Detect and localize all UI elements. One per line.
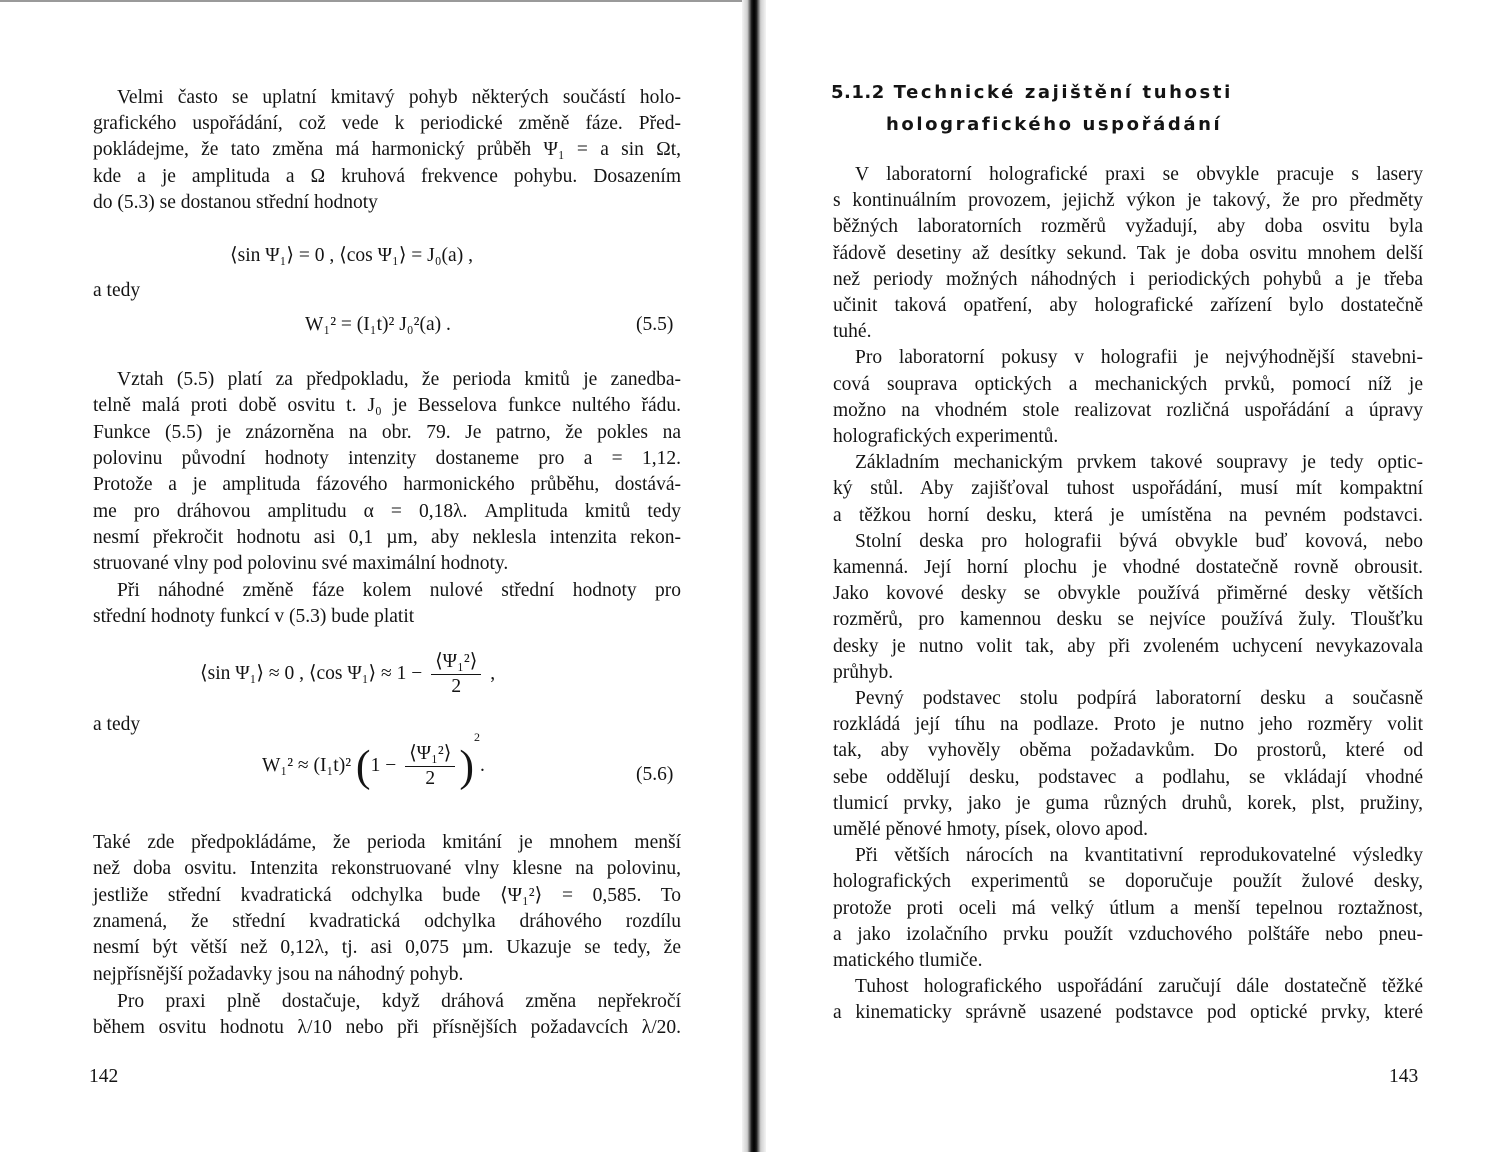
text-line: Pro praxi plně dostačuje, když dráhová změna nepřekročí xyxy=(117,991,681,1012)
text-line: rozměrů, pro kamennou desku se nejvíce používá žuly. Tloušťku xyxy=(833,609,1423,630)
text-line: tak, aby vyhověly oběma požadavkům. Do prostorů, které od xyxy=(833,740,1423,761)
text-line: pokládejme, že tato změna má harmonický průběh Ψ₁ = a sin Ωt, xyxy=(93,139,681,160)
text-line: do (5.3) se dostanou střední hodnoty xyxy=(93,192,378,213)
text-line: s kontinuálním provozem, jejichž výkon je takový, že pro předměty xyxy=(833,190,1423,211)
equation-5-5: W₁² = (I₁t)² J₀²(a) . xyxy=(305,314,451,335)
text-line: telně malá proti době osvitu t. J₀ je Besselova funkce nultého řádu. xyxy=(93,395,681,416)
paren-left: ( xyxy=(355,741,371,791)
text-line: sebe oddělují desku, podstavec a podlahu, se vkládají vhodné xyxy=(833,767,1423,788)
text-line: cová souprava optických a mechanických prvků, pomocí níž je xyxy=(833,374,1423,395)
text-line: běžných laboratorních rozměrů vyžadují, aby doba osvitu byla xyxy=(833,216,1423,237)
text-line: než periody možných náhodných i periodických pohybů a je třeba xyxy=(833,269,1423,290)
text-line: kde a je amplituda a Ω kruhová frekvence pohybu. Dosazením xyxy=(93,166,681,187)
text-line: a těžkou horní desku, která je umístěna na pevném podstavci. xyxy=(833,505,1423,526)
right-page xyxy=(766,0,1506,1152)
text-line: střední hodnoty funkcí v (5.3) bude platit xyxy=(93,606,415,627)
left-page xyxy=(0,0,742,1152)
text-line: Základním mechanickým prvkem takové soupravy je tedy optic- xyxy=(855,452,1423,473)
equation-number: (5.6) xyxy=(636,764,674,785)
text-line: a kinematicky správně usazené podstavce pod optické prvky, které xyxy=(833,1002,1423,1023)
text-line: Protože a je amplituda fázového harmonického průběhu, dostává- xyxy=(93,474,681,495)
text-line: nesmí překročit hodnotu asi 0,1 µm, aby neklesla intenzita rekon- xyxy=(93,527,681,548)
page-number: 142 xyxy=(89,1066,119,1087)
text-line: protože proti oceli má velký útlum a menší tepelnou roztažnost, xyxy=(833,898,1423,919)
text-line: Tuhost holografického uspořádání zaručují dále dostatečně těžké xyxy=(855,976,1423,997)
exponent: 2 xyxy=(473,730,480,745)
text-line: Pro laboratorní pokusy v holografii je nejvýhodnější stavebni- xyxy=(855,347,1423,368)
text-line: Jako kovové desky se obvykle používá přiměrné desky větších xyxy=(833,583,1423,604)
fraction xyxy=(405,742,455,791)
text-line: než doba osvitu. Intenzita rekonstruované vlny klesne na polovinu, xyxy=(93,858,681,879)
scan-edge xyxy=(0,0,742,2)
eq-part: , xyxy=(490,662,496,684)
eq-part: W₁² ≈ (I₁t)² xyxy=(262,754,352,776)
text-line: ký stůl. Aby zajišťoval tuhost uspořádání, musí mít kompaktní xyxy=(833,478,1423,499)
section-heading xyxy=(831,82,1233,103)
paren-right: ) xyxy=(459,741,474,791)
text-line: V laboratorní holografické praxi se obvykle pracuje s lasery xyxy=(855,164,1423,185)
text-line: tlumicí prvky, jako je guma různých druhů, korek, plst, pružiny, xyxy=(833,793,1423,814)
equation-5-6: W₁² ≈ (I₁t)² (1 − $\frac{\text{⟨Ψ₁²⟩}}{2}$ )$^2$. xyxy=(262,730,485,791)
text-line: průhyb. xyxy=(833,662,894,683)
text-line: matického tlumiče. xyxy=(833,950,983,971)
text-line: Stolní deska pro holografii bývá obvykle buď kovová, nebo xyxy=(855,531,1423,552)
text-line: Vztah (5.5) platí za předpokladu, že perioda kmitů je zanedba- xyxy=(117,369,681,390)
text-line: desky je nutno volit tak, aby při zvoleném uchycení nevykazovala xyxy=(833,636,1423,657)
book-gutter xyxy=(742,0,766,1152)
text-line: umělé pěnové hmoty, písek, olovo apod. xyxy=(833,819,1149,840)
equation-random-phase xyxy=(200,650,495,699)
text-line: holografických experimentů. xyxy=(833,426,1059,447)
text-line: Pevný podstavec stolu podpírá laboratorní desku a současně xyxy=(855,688,1423,709)
fraction-denominator: 2 xyxy=(451,676,462,697)
text-line: jestliže střední kvadratická odchylka bude ⟨Ψ₁²⟩ = 0,585. To xyxy=(93,885,681,906)
text-line: nesmí být větší než 0,12λ, tj. asi 0,075 µm. Ukazuje se tedy, že xyxy=(93,937,681,958)
text-line: holografických experimentů se doporučuje použít žulové desky, xyxy=(833,871,1423,892)
heading-line-1: Technické zajištění tuhosti xyxy=(893,82,1233,103)
text-line: možno na vhodném stole realizovat rozličná uspořádání a úpravy xyxy=(833,400,1423,421)
a-tedy-label: a tedy xyxy=(93,714,141,735)
eq-part: 1 − xyxy=(370,754,397,776)
text-line: během osvitu hodnotu λ/10 nebo při přísnějších požadavcích λ/20. xyxy=(93,1017,681,1038)
text-line: Při větších nárocích na kvantitativní reprodukovatelné výsledky xyxy=(855,845,1423,866)
a-tedy-label: a tedy xyxy=(93,280,141,301)
fraction xyxy=(431,650,481,699)
text-line: Velmi často se uplatní kmitavý pohyb některých součástí holo- xyxy=(117,87,681,108)
eq-part: ⟨sin Ψ₁⟩ ≈ 0 , ⟨cos Ψ₁⟩ ≈ 1 − xyxy=(200,662,423,684)
text-line: me pro dráhovou amplitudu α = 0,18λ. Amplituda kmitů tedy xyxy=(93,501,681,522)
equation-number: (5.5) xyxy=(636,314,674,335)
text-line: rozkládá její tíhu na podlaze. Proto je nutno jeho rozměry volit xyxy=(833,714,1423,735)
text-line: Funkce (5.5) je znázorněna na obr. 79. Je patrno, že pokles na xyxy=(93,422,681,443)
text-line: znamená, že střední kvadratická odchylka dráhového rozdílu xyxy=(93,911,681,932)
text-line: Také zde předpokládáme, že perioda kmitání je mnohem menší xyxy=(93,832,681,853)
text-line: struované vlny pod polovinu své maximální hodnoty. xyxy=(93,553,509,574)
text-line: učinit taková opatření, aby holografické zařízení bylo dostatečně xyxy=(833,295,1423,316)
page-number: 143 xyxy=(1389,1066,1419,1087)
section-number: 5.1.2 xyxy=(831,82,885,103)
fraction-denominator: 2 xyxy=(425,768,436,789)
text-line: Při náhodné změně fáze kolem nulové střední hodnoty pro xyxy=(117,580,681,601)
text-line: polovinu původní hodnoty intenzity dostaneme pro a = 1,12. xyxy=(93,448,681,469)
text-line: nejpřísnější požadavky jsou na náhodný pohyb. xyxy=(93,964,464,985)
fraction-numerator: ⟨Ψ₁²⟩ xyxy=(405,742,455,767)
text-line: tuhé. xyxy=(833,321,872,342)
equation-5-4: ⟨sin Ψ₁⟩ = 0 , ⟨cos Ψ₁⟩ = J₀(a) , xyxy=(230,245,473,266)
fraction-numerator: ⟨Ψ₁²⟩ xyxy=(431,650,481,675)
heading-line-2: holografického uspořádání xyxy=(886,114,1223,135)
text-line: kamenná. Její horní plochu je vhodné dostatečně rovně obrousit. xyxy=(833,557,1423,578)
text-line: a jako izolačního prvku použít vzduchového polštáře nebo pneu- xyxy=(833,924,1423,945)
text-line: grafického uspořádání, což vede k periodické změně fáze. Před- xyxy=(93,113,681,134)
text-line: řádově desetiny až desítky sekund. Tak je doba osvitu mnohem delší xyxy=(833,243,1423,264)
